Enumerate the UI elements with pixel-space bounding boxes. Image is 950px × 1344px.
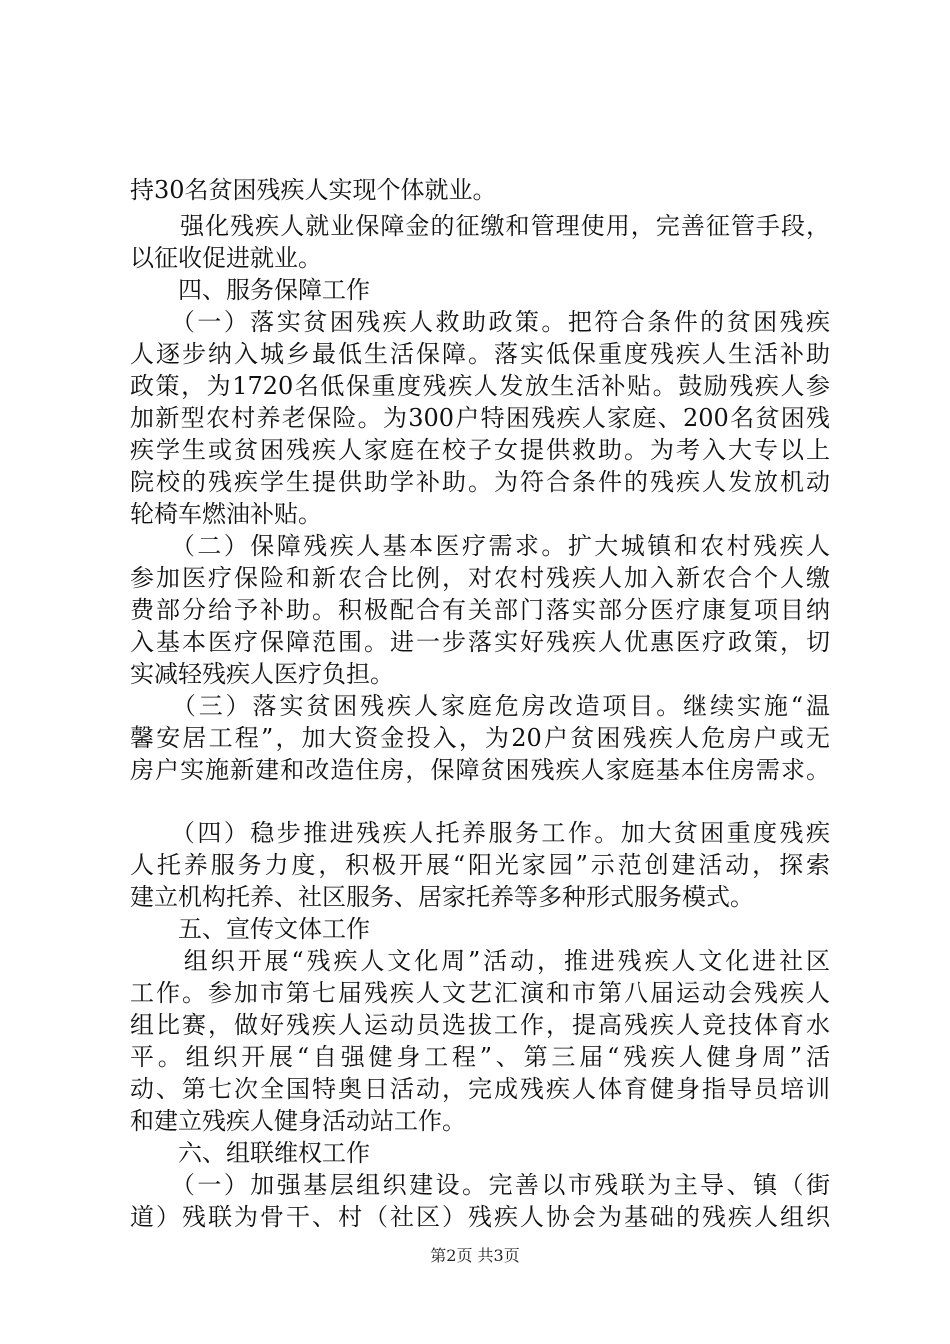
text-line: 馨安居工程”，加大资金投入，为20户贫困残疾人危房户或无 [130,724,830,752]
text-line: 房户实施新建和改造住房，保障贫困残疾人家庭基本住房需求。 [130,756,830,784]
text-line: 人逐步纳入城乡最低生活保障。落实低保重度残疾人生活补助 [130,340,830,368]
text-line: 道）残联为骨干、村（社区）残疾人协会为基础的残疾人组织 [130,1203,830,1231]
section-heading: 四、服务保障工作 [130,276,370,304]
text-line: 加新型农村养老保险。为300户特困残疾人家庭、200名贫困残 [130,404,830,432]
text-line: 动、第七次全国特奥日活动，完成残疾人体育健身指导员培训 [130,1075,830,1103]
text-line: 组比赛，做好残疾人运动员选拔工作，提高残疾人竞技体育水 [130,1011,830,1039]
text-line: （一）落实贫困残疾人救助政策。把符合条件的贫困残疾 [130,308,830,336]
section-heading: 五、宣传文体工作 [130,915,370,943]
text-line: 院校的残疾学生提供助学补助。为符合条件的残疾人发放机动 [130,468,830,496]
text-line: 参加医疗保险和新农合比例，对农村残疾人加入新农合个人缴 [130,564,830,592]
text-line: （一）加强基层组织建设。完善以市残联为主导、镇（街 [130,1171,830,1199]
text-line: 强化残疾人就业保障金的征缴和管理使用，完善征管手段， [130,212,830,240]
text-line: 实减轻残疾人医疗负担。 [130,660,394,688]
text-line: （二）保障残疾人基本医疗需求。扩大城镇和农村残疾人 [130,532,830,560]
text-line: 组织开展“残疾人文化周”活动，推进残疾人文化进社区 [130,947,830,975]
text-line: 持30名贫困残疾人实现个体就业。 [130,176,497,204]
text-line: 入基本医疗保障范围。进一步落实好残疾人优惠医疗政策，切 [130,628,830,656]
text-line: 费部分给予补助。积极配合有关部门落实部分医疗康复项目纳 [130,596,830,624]
text-line: （四）稳步推进残疾人托养服务工作。加大贫困重度残疾 [130,819,830,847]
text-line: （三）落实贫困残疾人家庭危房改造项目。继续实施“温 [130,692,830,720]
text-line: 建立机构托养、社区服务、居家托养等多种形式服务模式。 [130,883,754,911]
section-heading: 六、组联维权工作 [130,1139,370,1167]
text-line: 和建立残疾人健身活动站工作。 [130,1107,466,1135]
text-line: 人托养服务力度，积极开展“阳光家园”示范创建活动，探索 [130,851,830,879]
text-line: 平。组织开展“自强健身工程”、第三届“残疾人健身周”活 [130,1043,830,1071]
text-line: 以征收促进就业。 [130,244,322,272]
text-line: 政策，为1720名低保重度残疾人发放生活补贴。鼓励残疾人参 [130,372,830,400]
text-line: 疾学生或贫困残疾人家庭在校子女提供救助。为考入大专以上 [130,436,830,464]
page-number-footer: 第2页 共3页 [430,1246,520,1265]
text-line: 轮椅车燃油补贴。 [130,500,322,528]
text-line: 工作。参加市第七届残疾人文艺汇演和市第八届运动会残疾人 [130,979,830,1007]
